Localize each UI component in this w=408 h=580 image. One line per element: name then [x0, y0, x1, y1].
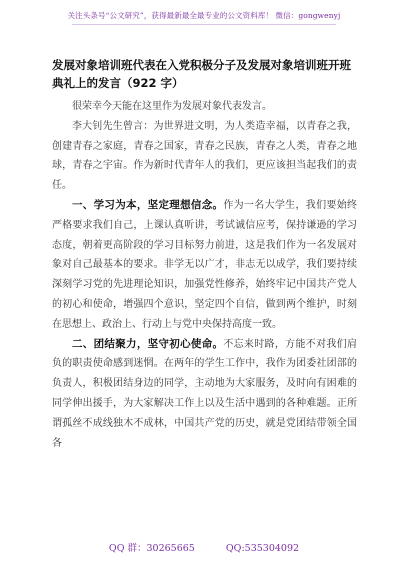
paragraph	[52, 335, 357, 454]
footer-qq-group: QQ 群：30265665	[108, 543, 195, 554]
section-heading-2: 二、团结聚力，坚守初心使命。	[72, 337, 224, 350]
paragraph-text: 作为一名大学生，我们要始终严格要求我们自己，上课认真听讲，考试诚信应考，保持谦逊的学习态度，朝着更高阶段的学习目标努力前进，这是我们作为一名发展对象对自己最基本的要求。非学无以广才，非志无以成学，我们要持续深刻学习党的先进理论知识，加强党性修养，始终牢记中国共产党人的初心和使命，增强四个意识，坚定四个自信，做到两个维护，时刻在思想上、政治上、行动上与党中央保持高度一致。	[52, 199, 358, 330]
paragraph	[52, 97, 357, 117]
footer-contact	[0, 540, 408, 554]
paragraph-text: 不忘来时路，方能不对我们肩负的职责使命感到迷惘。在两年的学生工作中，我作为团委社团部的负责人，积极团结身边的同学，主动地为大家服务，及时向有困难的同学伸出援手，为大家解决工作上以及生活中遇到的各种难题。正所谓孤丝不成线独木不成林，中国共产党的历史，就是党团结带领全国各	[52, 338, 358, 449]
section-heading-1: 一、学习为本，坚定理想信念。	[72, 198, 224, 211]
document-body	[52, 97, 357, 453]
paragraph	[52, 117, 357, 196]
document-title: 发展对象培训班代表在入党积极分子及发展对象培训班开班典礼上的发言（922 字）	[52, 58, 351, 90]
paragraph-text: 李大钊先生曾言：为世界进文明，为人类造幸福，以青春之我，创建青春之家庭，青春之国家，青春之民族，青春之人类，青春之地球，青春之宇宙。作为新时代青年人的我们，更应该担当起我们的责任。	[52, 120, 357, 192]
header-divider	[72, 24, 336, 25]
footer-qq: QQ:535304092	[225, 543, 300, 554]
paragraph-text: 很荣幸今天能在这里作为发展对象代表发言。	[72, 101, 272, 112]
paragraph	[52, 196, 357, 335]
header-banner: 关注头条号“公文研究”，获得最新最全最专业的公文资料库！ 微信：gongwenyj	[67, 11, 341, 20]
